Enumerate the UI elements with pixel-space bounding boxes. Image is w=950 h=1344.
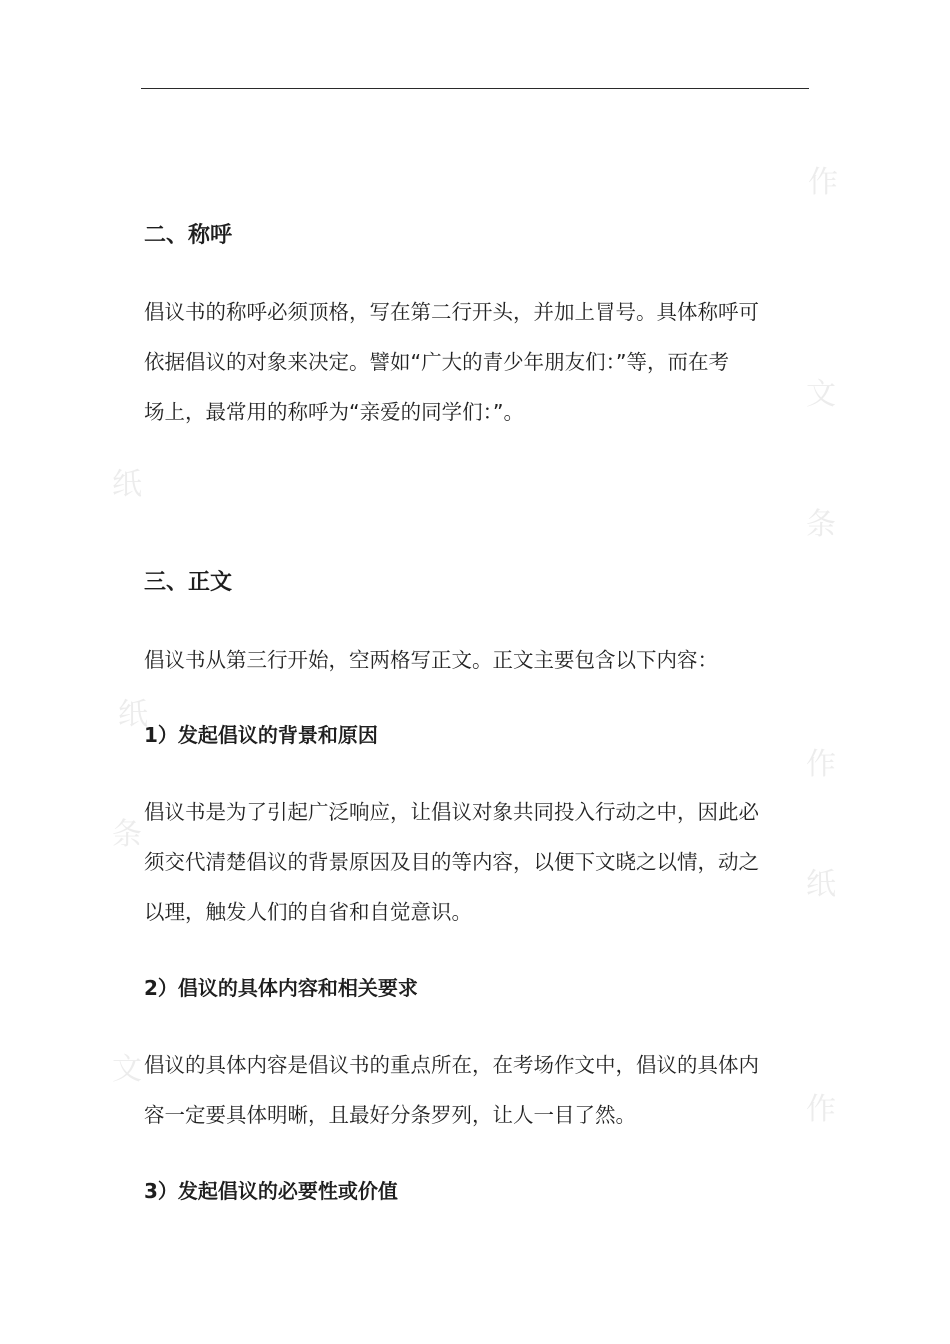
item-2-title: 2）倡议的具体内容和相关要求 <box>144 976 418 1000</box>
paragraph-line: 场上，最常用的称呼为“亲爱的同学们：”。 <box>144 400 524 424</box>
paragraph-line: 倡议书是为了引起广泛响应，让倡议对象共同投入行动之中，因此必 <box>144 800 759 824</box>
paragraph-line: 以理，触发人们的自省和自觉意识。 <box>144 900 472 924</box>
paragraph-line: 容一定要具体明晰，且最好分条罗列，让人一目了然。 <box>144 1103 636 1127</box>
watermark-glyph: 纸 <box>806 867 836 902</box>
watermark-glyph: 作 <box>806 1092 836 1127</box>
paragraph-line: 依据倡议的对象来决定。譬如“广大的青少年朋友们：”等，而在考 <box>144 350 729 374</box>
paragraph-line: 倡议书的称呼必须顶格，写在第二行开头，并加上冒号。具体称呼可 <box>144 300 759 324</box>
paragraph-line: 倡议书从第三行开始，空两格写正文。正文主要包含以下内容： <box>144 648 718 672</box>
section-2-heading: 二、称呼 <box>144 223 233 248</box>
item-1-title: 1）发起倡议的背景和原因 <box>144 723 378 747</box>
section-3-heading: 三、正文 <box>144 570 233 595</box>
watermark-glyph: 条 <box>806 507 836 542</box>
watermark-glyph: 纸 <box>118 697 148 732</box>
section-3-intro <box>144 635 796 685</box>
item-3-title: 3）发起倡议的必要性或价值 <box>144 1179 398 1203</box>
watermark-glyph: 作 <box>806 747 836 782</box>
watermark-glyph: 文 <box>806 377 836 412</box>
section-2-paragraph <box>144 287 796 437</box>
paragraph-line: 须交代清楚倡议的背景原因及目的等内容，以便下文晓之以情，动之 <box>144 850 759 874</box>
item-2-paragraph <box>144 1040 796 1140</box>
watermark-glyph: 文 <box>112 1052 142 1087</box>
paragraph-line: 倡议的具体内容是倡议书的重点所在，在考场作文中，倡议的具体内 <box>144 1053 759 1077</box>
watermark-glyph: 条 <box>112 817 142 852</box>
item-1-paragraph <box>144 787 796 937</box>
watermark-glyph: 纸 <box>112 467 142 502</box>
watermark-glyph: 作 <box>808 165 838 200</box>
top-rule <box>141 88 809 89</box>
